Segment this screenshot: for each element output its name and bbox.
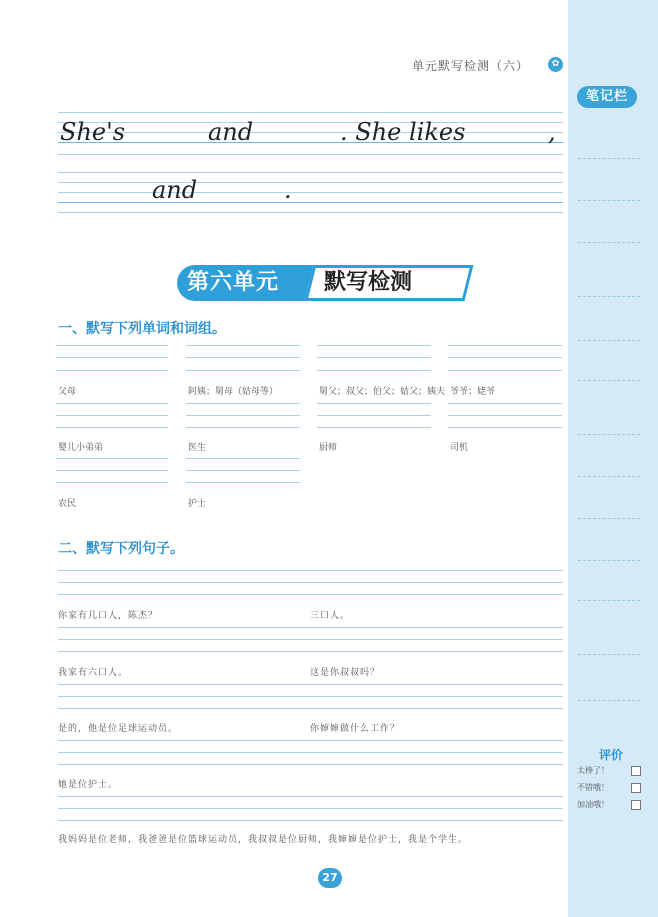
handwriting-line xyxy=(58,122,563,123)
note-line xyxy=(578,434,640,435)
note-line xyxy=(578,242,640,243)
note-line xyxy=(578,560,640,561)
sentence-hint: 我妈妈是位老师，我爸爸是位篮球运动员，我叔叔是位厨师，我婶婶是位护士，我是个学生。 xyxy=(58,835,469,845)
word-answer-line[interactable] xyxy=(448,427,562,428)
sentence-hint: 我家有六口人。 xyxy=(58,668,129,678)
word-hint: 医生 xyxy=(188,443,207,453)
word-answer-line[interactable] xyxy=(448,345,562,346)
handwriting-word: , xyxy=(548,118,556,146)
banner-test-label xyxy=(305,265,474,301)
word-answer-line[interactable] xyxy=(56,470,168,471)
note-line xyxy=(578,518,640,519)
page-number: 27 xyxy=(318,868,342,888)
evaluation-option[interactable] xyxy=(577,762,643,779)
section1-title: 一、默写下列单词和词组。 xyxy=(58,321,226,337)
word-answer-line[interactable] xyxy=(186,458,300,459)
note-line xyxy=(578,654,640,655)
sentence-answer-line[interactable] xyxy=(58,684,563,685)
evaluation-label: 不错哦！ xyxy=(577,783,609,792)
note-line xyxy=(578,476,640,477)
evaluation-checkbox[interactable] xyxy=(631,783,641,793)
word-answer-line[interactable] xyxy=(317,403,431,404)
word-answer-line[interactable] xyxy=(56,482,168,483)
word-answer-line[interactable] xyxy=(186,482,300,483)
handwriting-word: . She likes xyxy=(340,118,466,146)
unit-banner xyxy=(177,265,472,301)
note-line xyxy=(578,380,640,381)
banner-unit-label: 第六单元 xyxy=(177,265,317,301)
evaluation-label: 太棒了！ xyxy=(577,766,609,775)
page-header-title: 单元默写检测（六） xyxy=(412,59,530,73)
handwriting-baseline xyxy=(58,202,563,203)
note-line xyxy=(578,340,640,341)
word-answer-line[interactable] xyxy=(56,345,168,346)
word-hint: 司机 xyxy=(450,443,469,453)
handwriting-baseline xyxy=(58,142,563,143)
handwriting-word: . xyxy=(284,176,292,204)
word-answer-line[interactable] xyxy=(317,357,431,358)
sentence-hint: 她是位护士。 xyxy=(58,780,119,790)
word-answer-line[interactable] xyxy=(186,370,300,371)
handwriting-line xyxy=(58,132,563,133)
word-answer-line[interactable] xyxy=(448,357,562,358)
handwriting-line xyxy=(58,154,563,155)
word-answer-line[interactable] xyxy=(186,357,300,358)
sentence-answer-line[interactable] xyxy=(58,594,563,595)
handwriting-line xyxy=(58,212,563,213)
word-answer-line[interactable] xyxy=(56,357,168,358)
sentence-answer-line[interactable] xyxy=(58,740,563,741)
sentence-answer-line[interactable] xyxy=(58,752,563,753)
word-answer-line[interactable] xyxy=(56,415,168,416)
sentence-answer-line[interactable] xyxy=(58,696,563,697)
sentence-hint: 这是你叔叔吗？ xyxy=(310,668,381,678)
sentence-answer-line[interactable] xyxy=(58,808,563,809)
sentence-answer-line[interactable] xyxy=(58,796,563,797)
word-answer-line[interactable] xyxy=(448,403,562,404)
word-answer-line[interactable] xyxy=(56,370,168,371)
word-answer-line[interactable] xyxy=(56,458,168,459)
sentence-answer-line[interactable] xyxy=(58,820,563,821)
handwriting-line xyxy=(58,182,563,183)
word-hint: 舅父；叔父；伯父；姑父；姨夫 xyxy=(319,387,446,397)
word-hint: 父母 xyxy=(58,387,77,397)
sentence-hint: 是的，他是位足球运动员。 xyxy=(58,724,179,734)
sentence-answer-line[interactable] xyxy=(58,651,563,652)
sentence-answer-line[interactable] xyxy=(58,639,563,640)
evaluation-label: 加油哦！ xyxy=(577,800,609,809)
evaluation-checkbox[interactable] xyxy=(631,766,641,776)
word-answer-line[interactable] xyxy=(317,370,431,371)
sentence-answer-line[interactable] xyxy=(58,708,563,709)
word-answer-line[interactable] xyxy=(56,427,168,428)
evaluation-checkbox[interactable] xyxy=(631,800,641,810)
note-line xyxy=(578,700,640,701)
handwriting-line xyxy=(58,192,563,193)
word-answer-line[interactable] xyxy=(186,427,300,428)
sentence-answer-line[interactable] xyxy=(58,582,563,583)
word-answer-line[interactable] xyxy=(56,403,168,404)
word-answer-line[interactable] xyxy=(186,470,300,471)
word-answer-line[interactable] xyxy=(448,415,562,416)
word-answer-line[interactable] xyxy=(186,403,300,404)
word-answer-line[interactable] xyxy=(317,415,431,416)
note-line xyxy=(578,296,640,297)
word-answer-line[interactable] xyxy=(186,415,300,416)
word-hint: 农民 xyxy=(58,499,77,509)
banner-test-text: 默写检测 xyxy=(324,270,413,295)
word-hint: 厨师 xyxy=(319,443,338,453)
handwriting-word: She's xyxy=(60,118,126,146)
word-answer-line[interactable] xyxy=(317,345,431,346)
handwriting-line xyxy=(58,172,563,173)
word-hint: 爷爷；姥爷 xyxy=(450,387,496,397)
evaluation-option[interactable] xyxy=(577,779,643,796)
evaluation-option[interactable] xyxy=(577,796,643,813)
sentence-answer-line[interactable] xyxy=(58,570,563,571)
sentence-answer-line[interactable] xyxy=(58,627,563,628)
word-answer-line[interactable] xyxy=(186,345,300,346)
evaluation-box xyxy=(577,746,643,813)
sentence-answer-line[interactable] xyxy=(58,764,563,765)
sentence-hint: 你婶婶做什么工作？ xyxy=(310,724,401,734)
sentence-hint: 三口人。 xyxy=(310,611,351,621)
note-line xyxy=(578,158,640,159)
handwriting-word: and xyxy=(208,118,254,146)
handwriting-word: and xyxy=(152,176,198,204)
note-line xyxy=(578,200,640,201)
notes-title: 笔记栏 xyxy=(577,86,637,108)
handwriting-line xyxy=(58,112,563,113)
flower-icon: ✿ xyxy=(548,57,563,72)
evaluation-title: 评价 xyxy=(599,748,624,762)
note-line xyxy=(578,600,640,601)
word-hint: 护士 xyxy=(188,499,207,509)
word-hint: 婴儿小弟弟 xyxy=(58,443,104,453)
word-answer-line[interactable] xyxy=(448,370,562,371)
sentence-hint: 你家有几口人，陈杰？ xyxy=(58,611,159,621)
word-hint: 阿姨；舅母（姑母等） xyxy=(188,387,279,397)
section2-title: 二、默写下列句子。 xyxy=(58,541,184,557)
word-answer-line[interactable] xyxy=(317,427,431,428)
